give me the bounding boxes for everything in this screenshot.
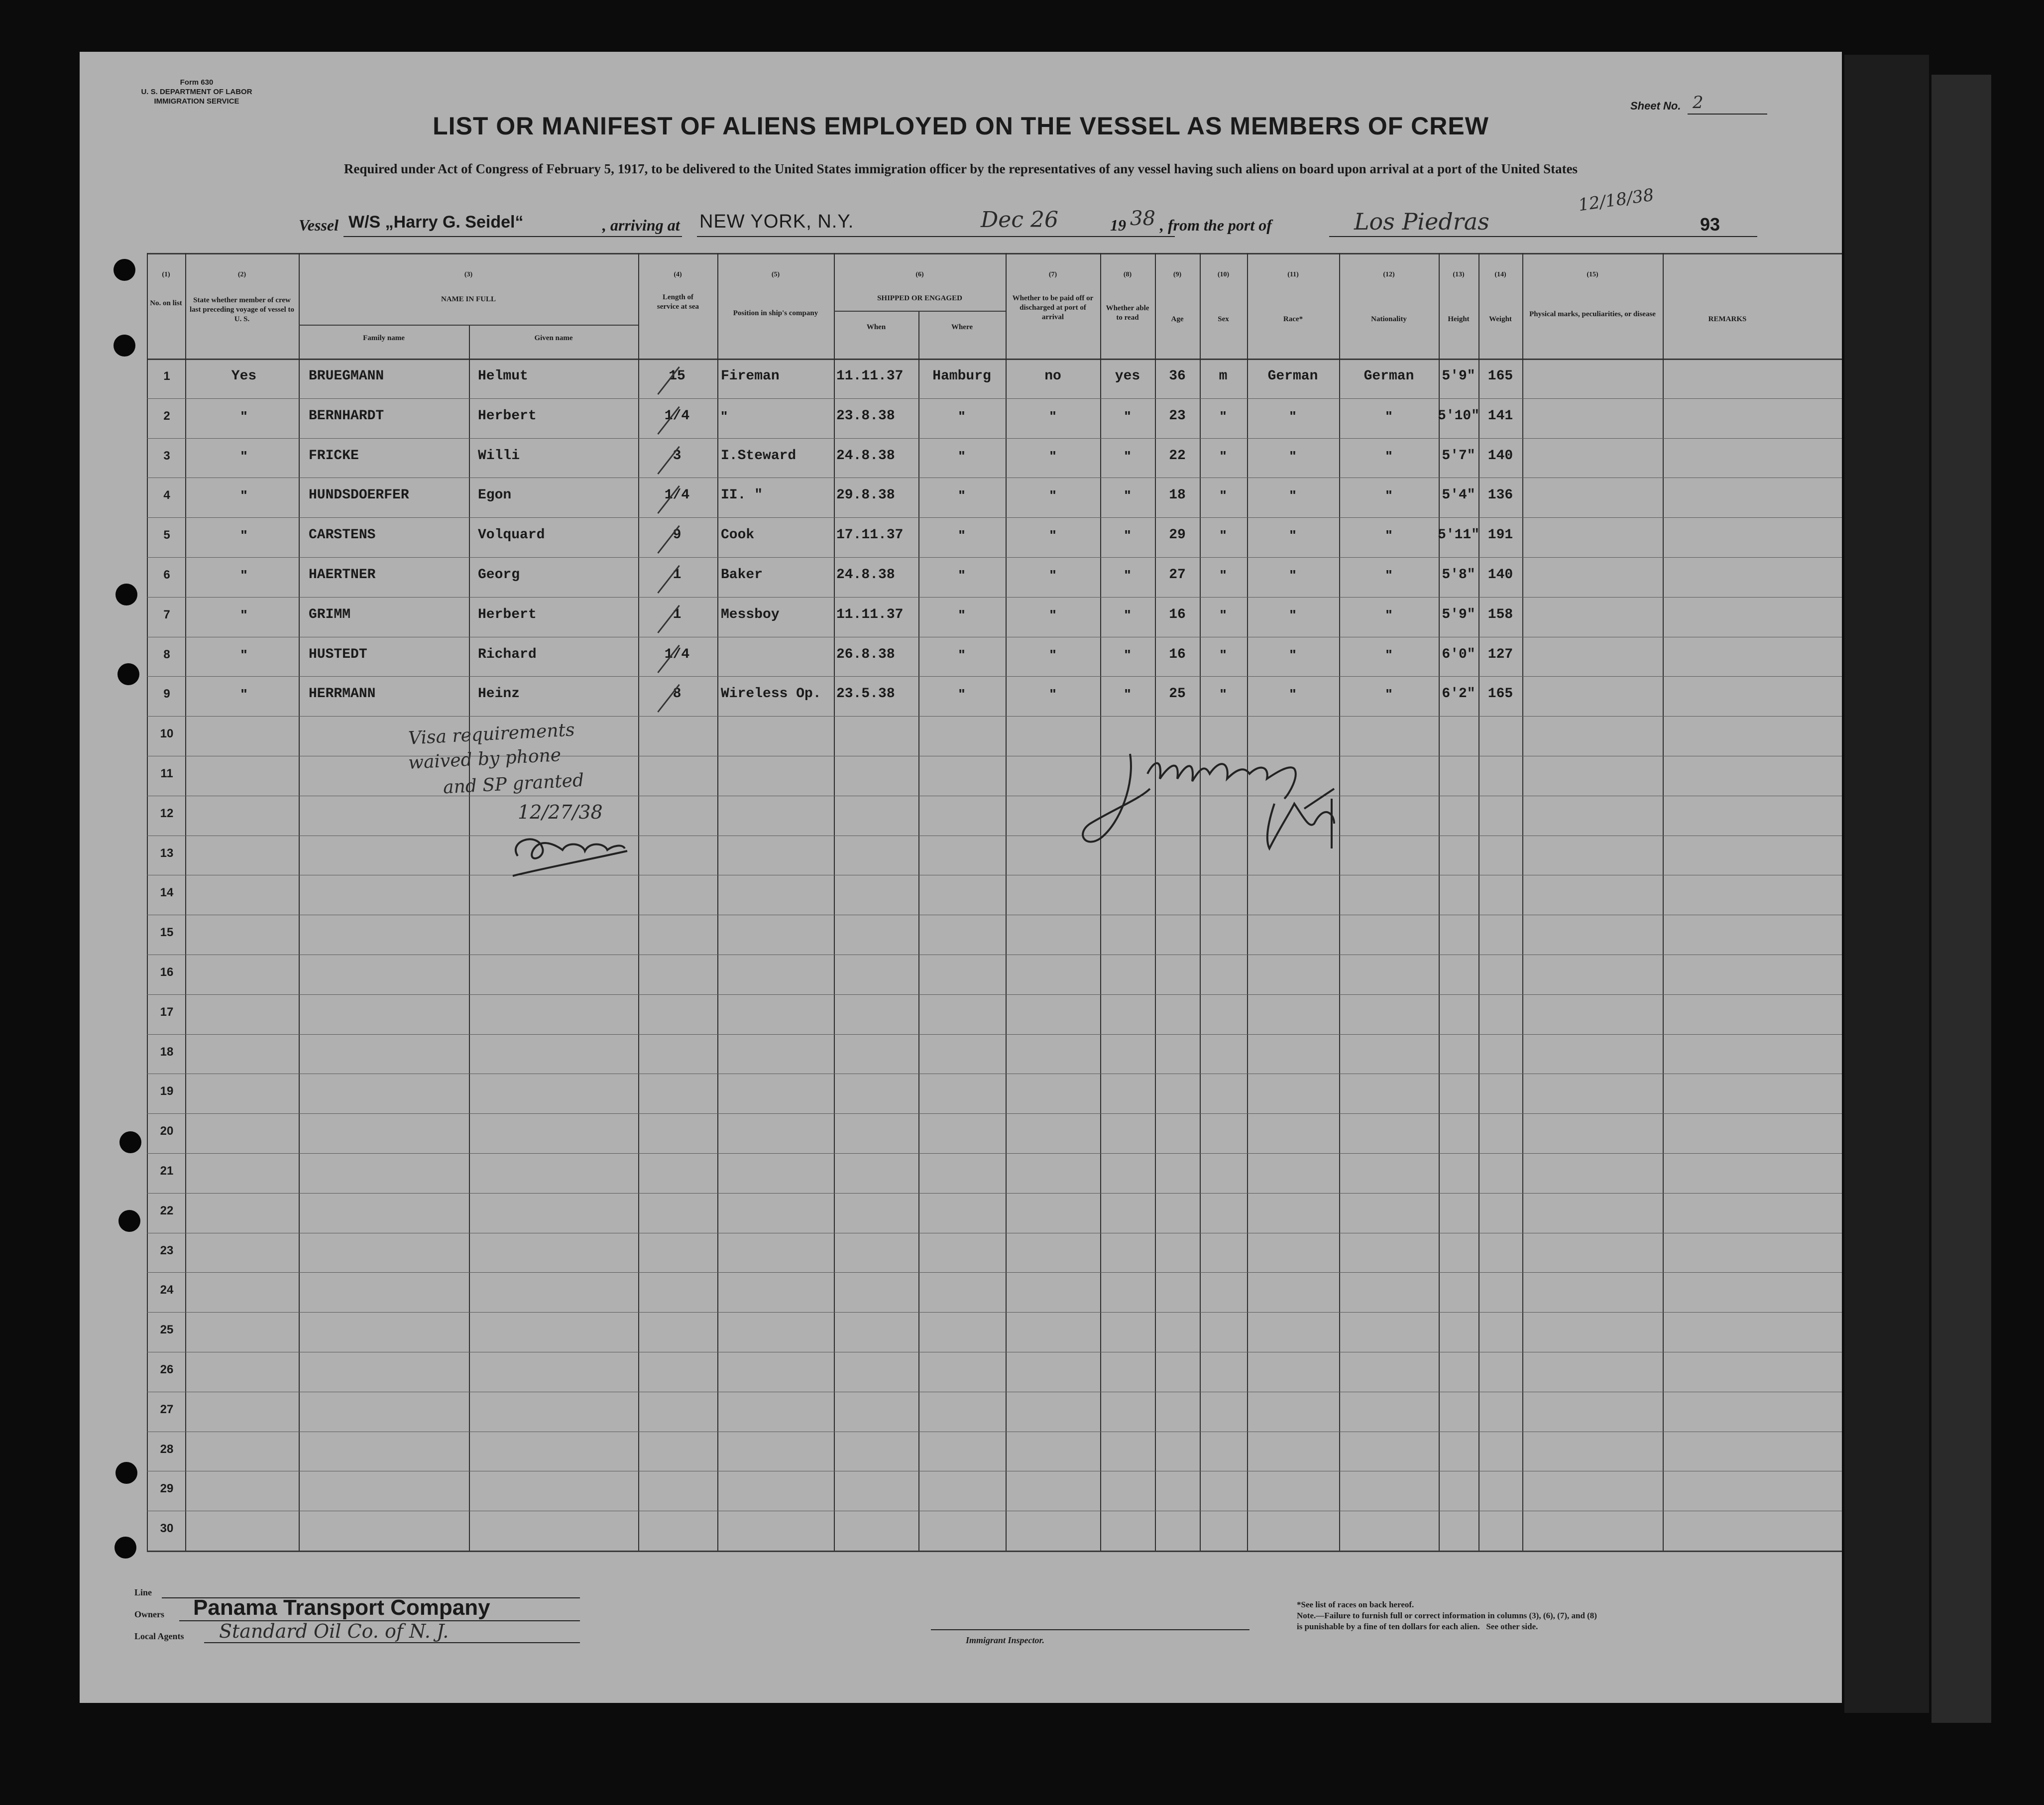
punch-hole	[114, 335, 135, 357]
header-weight: Weight	[1489, 315, 1512, 323]
cell-weight: 191	[1487, 527, 1513, 543]
footer-note: *See list of races on back hereof. Note.—Failure to furnish full or correct information in columns (3), (6), (7), and (8) is punishable by a fine of ten dollars for each alien. See other side.	[1297, 1600, 1597, 1631]
cell-when: 24.8.38	[836, 567, 895, 583]
header-given-name: Given name	[534, 334, 573, 342]
cell-race: "	[1289, 487, 1296, 503]
row-number: 15	[160, 926, 174, 939]
cell-height: 6'2"	[1442, 686, 1476, 702]
cell-weight: 127	[1487, 647, 1513, 662]
cell-weight: 136	[1487, 487, 1513, 503]
cell-weight: 140	[1487, 567, 1513, 583]
col-line	[147, 253, 148, 1551]
sheet-number: 2	[1693, 93, 1703, 113]
cell-member: "	[240, 647, 247, 662]
col-line	[1155, 253, 1156, 1551]
row-number: 14	[160, 886, 174, 899]
cell-member: Yes	[231, 368, 257, 384]
cell-race: "	[1289, 647, 1296, 662]
col-number: (12)	[1383, 271, 1395, 278]
header-member-crew: State whether member of crew last preceding voyage of vessel to U. S.	[189, 296, 295, 323]
row-number: 21	[160, 1164, 174, 1178]
vessel-name: W/S „Harry G. Seidel“	[348, 213, 524, 232]
cell-member: "	[240, 527, 247, 543]
agents-underline	[204, 1642, 580, 1643]
cell-where: "	[958, 647, 965, 662]
col-line	[638, 253, 639, 1551]
cell-sex: "	[1220, 567, 1227, 583]
row-divider	[147, 716, 1842, 717]
col-line	[185, 253, 186, 1551]
cell-family: FRICKE	[309, 448, 359, 464]
cell-age: 36	[1169, 368, 1186, 384]
row-divider	[147, 676, 1842, 677]
row-number: 4	[163, 488, 170, 502]
arrival-port: NEW YORK, N.Y.	[699, 211, 854, 232]
owners-label: Owners	[134, 1609, 164, 1619]
col-number: (8)	[1123, 271, 1132, 278]
cell-weight: 141	[1487, 408, 1513, 424]
cell-where: "	[958, 567, 965, 583]
date-underline	[971, 236, 1175, 237]
punch-hole	[119, 1131, 141, 1153]
cell-family: HUNDSDOERFER	[309, 487, 409, 503]
cell-given: Heinz	[478, 686, 520, 702]
row-number: 26	[160, 1363, 174, 1376]
header-shipped-engaged: SHIPPED OR ENGAGED	[877, 294, 962, 302]
cell-paid: no	[1044, 368, 1061, 384]
row-divider	[147, 597, 1842, 598]
cell-nationality: "	[1385, 448, 1392, 464]
cell-nationality: "	[1385, 686, 1392, 702]
row-number: 23	[160, 1244, 174, 1257]
cell-position: "	[721, 408, 728, 424]
cell-age: 16	[1169, 647, 1186, 662]
cell-member: "	[240, 567, 247, 583]
cell-member: "	[240, 408, 247, 424]
cell-length: 1	[673, 567, 681, 583]
cell-where: "	[958, 527, 965, 543]
header-paid-off: Whether to be paid off or discharged at port of arrival	[1012, 294, 1094, 321]
col-line	[1663, 253, 1664, 1551]
cell-race: "	[1289, 607, 1296, 622]
cell-read: "	[1124, 408, 1131, 424]
cell-family: GRIMM	[309, 607, 351, 622]
row-divider	[147, 1153, 1842, 1154]
col-line	[1478, 253, 1479, 1551]
cell-position: Wireless Op.	[721, 686, 821, 702]
from-port: Los Piedras	[1354, 208, 1489, 235]
row-number: 22	[160, 1204, 174, 1217]
header-position: Position in ship's company	[733, 309, 818, 317]
cell-family: BRUEGMANN	[309, 368, 384, 384]
cell-where: "	[958, 607, 965, 622]
col-number: (6)	[915, 271, 924, 278]
cell-member: "	[240, 448, 247, 464]
header-race: Race*	[1283, 315, 1303, 323]
row-divider	[147, 994, 1842, 995]
name-subheader-line	[299, 325, 638, 326]
form-reference: Form 630 U. S. DEPARTMENT OF LABOR IMMIGRATION SERVICE	[141, 78, 252, 106]
visa-note-line-3: and SP granted	[443, 770, 585, 798]
cell-sex: "	[1220, 408, 1227, 424]
cell-height: 5'4"	[1442, 487, 1476, 503]
row-number: 9	[163, 687, 170, 701]
cell-family: HERRMANN	[309, 686, 376, 702]
cell-read: "	[1124, 607, 1131, 622]
cell-height: 5'10"	[1437, 408, 1479, 424]
cell-length: 1/4	[664, 647, 690, 662]
row-number: 7	[163, 608, 170, 621]
header-physical-marks: Physical marks, peculiarities, or disease	[1529, 310, 1656, 318]
cell-where: "	[958, 487, 965, 503]
scan-edge-shadow	[1844, 55, 1929, 1713]
cell-sex: "	[1220, 686, 1227, 702]
table-top-border	[147, 253, 1842, 254]
shipped-subheader-line	[834, 311, 1006, 312]
cell-age: 23	[1169, 408, 1186, 424]
header-able-read: Whether able to read	[1106, 304, 1149, 322]
cell-where: "	[958, 448, 965, 464]
cell-height: 5'9"	[1442, 607, 1476, 622]
cell-when: 24.8.38	[836, 448, 895, 464]
cell-paid: "	[1049, 487, 1056, 503]
col-number: (13)	[1453, 271, 1465, 278]
cell-given: Georg	[478, 567, 520, 583]
col-line	[1006, 253, 1007, 1551]
cell-age: 25	[1169, 686, 1186, 702]
cell-given: Volquard	[478, 527, 545, 543]
cell-age: 22	[1169, 448, 1186, 464]
punch-hole	[115, 1462, 137, 1484]
sheet-label: Sheet No.	[1630, 100, 1681, 112]
row-divider	[147, 517, 1842, 518]
row-divider	[147, 1312, 1842, 1313]
cell-race: "	[1289, 408, 1296, 424]
form-subtitle: Required under Act of Congress of February 5, 1917, to be delivered to the United States immigration officer by the representatives of any vessel having such aliens on board upon arrival at a port of the United States	[343, 161, 1578, 176]
cell-sex: "	[1220, 487, 1227, 503]
cell-nationality: "	[1385, 487, 1392, 503]
cell-family: CARSTENS	[309, 527, 376, 543]
form-title: LIST OR MANIFEST OF ALIENS EMPLOYED ON THE VESSEL AS MEMBERS OF CREW	[433, 112, 1489, 140]
cell-when: 23.5.38	[836, 686, 895, 702]
cell-when: 23.8.38	[836, 408, 895, 424]
row-number: 24	[160, 1283, 174, 1297]
cell-position: I.Steward	[721, 448, 796, 464]
cell-age: 27	[1169, 567, 1186, 583]
line-label: Line	[134, 1587, 152, 1597]
vessel-underline	[343, 236, 682, 237]
row-number: 5	[163, 528, 170, 542]
cell-when: 17.11.37	[836, 527, 904, 543]
cell-race: "	[1289, 686, 1296, 702]
row-divider	[147, 438, 1842, 439]
col-line	[1100, 253, 1101, 1551]
cell-nationality: "	[1385, 647, 1392, 662]
cell-height: 5'11"	[1437, 527, 1479, 543]
cell-read: "	[1124, 647, 1131, 662]
cell-paid: "	[1049, 567, 1056, 583]
cell-given: Richard	[478, 647, 537, 662]
scan-edge-shadow-2	[1931, 75, 1991, 1723]
cell-height: 5'7"	[1442, 448, 1476, 464]
cell-nationality: "	[1385, 408, 1392, 424]
row-divider	[147, 398, 1842, 399]
arrival-date: Dec 26	[981, 207, 1058, 233]
cell-race: "	[1289, 567, 1296, 583]
cell-length: 1/4	[664, 487, 690, 503]
col-line	[1522, 253, 1523, 1551]
cell-when: 26.8.38	[836, 647, 895, 662]
col-number: (11)	[1287, 271, 1299, 278]
row-number: 27	[160, 1403, 174, 1416]
col-number: (4)	[674, 271, 682, 278]
cell-weight: 140	[1487, 448, 1513, 464]
cell-read: "	[1124, 686, 1131, 702]
col-number: (5)	[771, 271, 780, 278]
col-line	[1439, 253, 1440, 1551]
cell-length: 8	[673, 686, 681, 702]
col-line	[469, 325, 470, 1551]
from-underline	[1329, 236, 1757, 237]
cell-sex: m	[1219, 368, 1228, 384]
cell-when: 11.11.37	[836, 368, 904, 384]
cell-height: 5'9"	[1442, 368, 1476, 384]
row-number: 8	[163, 648, 170, 661]
row-number: 13	[160, 846, 174, 860]
punch-hole	[115, 584, 137, 605]
year-prefix: 19	[1110, 216, 1126, 234]
row-number: 1	[163, 369, 170, 383]
header-nationality: Nationality	[1371, 315, 1407, 323]
cell-race: "	[1289, 448, 1296, 464]
col-line	[1200, 253, 1201, 1551]
punch-hole	[118, 1210, 140, 1232]
header-bottom-border	[147, 359, 1842, 360]
cell-length: 9	[673, 527, 681, 543]
header-where: Where	[951, 323, 973, 331]
cell-read: "	[1124, 487, 1131, 503]
cell-sex: "	[1220, 527, 1227, 543]
row-number: 18	[160, 1045, 174, 1059]
row-number: 16	[160, 965, 174, 979]
header-age: Age	[1171, 315, 1184, 323]
row-number: 3	[163, 449, 170, 463]
row-number: 6	[163, 568, 170, 582]
cell-family: HAERTNER	[309, 567, 376, 583]
col-line	[834, 253, 835, 1551]
agents-label: Local Agents	[134, 1631, 184, 1641]
cell-nationality: German	[1363, 368, 1414, 384]
cell-where: Hamburg	[932, 368, 991, 384]
table-bottom-border	[147, 1551, 1842, 1552]
port-underline	[697, 236, 991, 237]
cell-read: "	[1124, 448, 1131, 464]
inspector-signature	[1055, 739, 1394, 868]
cell-family: HUSTEDT	[309, 647, 367, 662]
cell-sex: "	[1220, 647, 1227, 662]
cell-height: 5'8"	[1442, 567, 1476, 583]
row-divider	[147, 1272, 1842, 1273]
cell-member: "	[240, 607, 247, 622]
cell-family: BERNHARDT	[309, 408, 384, 424]
row-divider	[147, 1193, 1842, 1194]
punch-hole	[114, 259, 135, 281]
officer-initials-signature	[498, 821, 647, 886]
cell-sex: "	[1220, 607, 1227, 622]
cell-position: II. "	[721, 487, 763, 503]
cell-sex: "	[1220, 448, 1227, 464]
agents-value: Standard Oil Co. of N. J.	[219, 1620, 449, 1642]
cell-paid: "	[1049, 448, 1056, 464]
from-label: , from the port of	[1160, 216, 1272, 234]
cell-given: Willi	[478, 448, 520, 464]
header-remarks: REMARKS	[1708, 315, 1747, 323]
cell-member: "	[240, 487, 247, 503]
row-number: 10	[160, 727, 174, 740]
visa-note-date: 12/27/38	[518, 801, 603, 823]
row-number: 29	[160, 1482, 174, 1495]
row-divider	[147, 1034, 1842, 1035]
cell-position: Fireman	[721, 368, 780, 384]
row-number: 20	[160, 1124, 174, 1138]
cell-length: 15	[669, 368, 685, 384]
cell-given: Helmut	[478, 368, 528, 384]
cell-length: 1	[673, 607, 681, 622]
cell-when: 11.11.37	[836, 607, 904, 622]
cell-age: 29	[1169, 527, 1186, 543]
inspector-signature-line	[931, 1629, 1249, 1630]
visa-note-line-1: Visa requirements	[408, 720, 575, 749]
header-family-name: Family name	[363, 334, 405, 342]
header-length-service: Length of service at sea	[657, 293, 699, 311]
cell-paid: "	[1049, 607, 1056, 622]
cell-nationality: "	[1385, 567, 1392, 583]
cell-paid: "	[1049, 527, 1056, 543]
cell-paid: "	[1049, 647, 1056, 662]
header-height: Height	[1448, 315, 1470, 323]
vessel-label: Vessel	[299, 216, 339, 234]
visa-note-line-2: waived by phone	[408, 744, 562, 774]
punch-hole	[117, 663, 139, 685]
col-number: (9)	[1173, 271, 1182, 278]
cell-age: 18	[1169, 487, 1186, 503]
cell-position: Baker	[721, 567, 763, 583]
cell-race: "	[1289, 527, 1296, 543]
owners-value: Panama Transport Company	[193, 1595, 490, 1620]
cell-paid: "	[1049, 686, 1056, 702]
row-number: 12	[160, 807, 174, 820]
col-number: (14)	[1494, 271, 1506, 278]
cell-read: "	[1124, 527, 1131, 543]
cell-when: 29.8.38	[836, 487, 895, 503]
cell-nationality: "	[1385, 607, 1392, 622]
header-no-on-list: No. on list	[150, 299, 182, 307]
arriving-label: , arriving at	[602, 216, 680, 234]
cell-weight: 158	[1487, 607, 1513, 622]
row-divider	[147, 557, 1842, 558]
cell-age: 16	[1169, 607, 1186, 622]
cell-given: Herbert	[478, 607, 537, 622]
cell-paid: "	[1049, 408, 1056, 424]
cell-height: 6'0"	[1442, 647, 1476, 662]
cell-weight: 165	[1487, 686, 1513, 702]
col-number: (1)	[162, 271, 170, 278]
cell-weight: 165	[1487, 368, 1513, 384]
year-suffix: 38	[1130, 207, 1155, 230]
page-number: 93	[1700, 214, 1720, 235]
row-number: 25	[160, 1323, 174, 1336]
col-line	[1339, 253, 1340, 1551]
col-line	[1247, 253, 1248, 1551]
cell-position: Cook	[721, 527, 755, 543]
row-number: 2	[163, 409, 170, 423]
row-number: 11	[160, 767, 173, 780]
cell-given: Herbert	[478, 408, 537, 424]
row-number: 28	[160, 1443, 174, 1456]
header-when: When	[866, 323, 886, 331]
col-number: (15)	[1587, 271, 1598, 278]
col-number: (2)	[237, 271, 246, 278]
cell-nationality: "	[1385, 527, 1392, 543]
cell-race: German	[1267, 368, 1318, 384]
cell-member: "	[240, 686, 247, 702]
col-number: (7)	[1048, 271, 1057, 278]
punch-hole	[114, 1537, 136, 1559]
col-number: (10)	[1217, 271, 1230, 278]
cell-length: 3	[673, 448, 681, 464]
header-name-in-full: NAME IN FULL	[441, 295, 496, 303]
cell-read: "	[1124, 567, 1131, 583]
cell-length: 1/4	[664, 408, 690, 424]
cell-where: "	[958, 686, 965, 702]
col-line	[299, 253, 300, 1551]
manifest-sheet	[80, 52, 1842, 1703]
from-date: 12/18/38	[1577, 185, 1655, 216]
row-divider	[147, 1113, 1842, 1114]
row-number: 19	[160, 1084, 174, 1098]
inspector-label: Immigrant Inspector.	[966, 1635, 1045, 1645]
cell-read: yes	[1115, 368, 1140, 384]
col-line	[717, 253, 718, 1551]
cell-position: Messboy	[721, 607, 780, 622]
cell-where: "	[958, 408, 965, 424]
header-sex: Sex	[1218, 315, 1229, 323]
row-number: 30	[160, 1522, 174, 1535]
col-number: (3)	[464, 271, 473, 278]
cell-given: Egon	[478, 487, 512, 503]
row-number: 17	[160, 1005, 174, 1019]
